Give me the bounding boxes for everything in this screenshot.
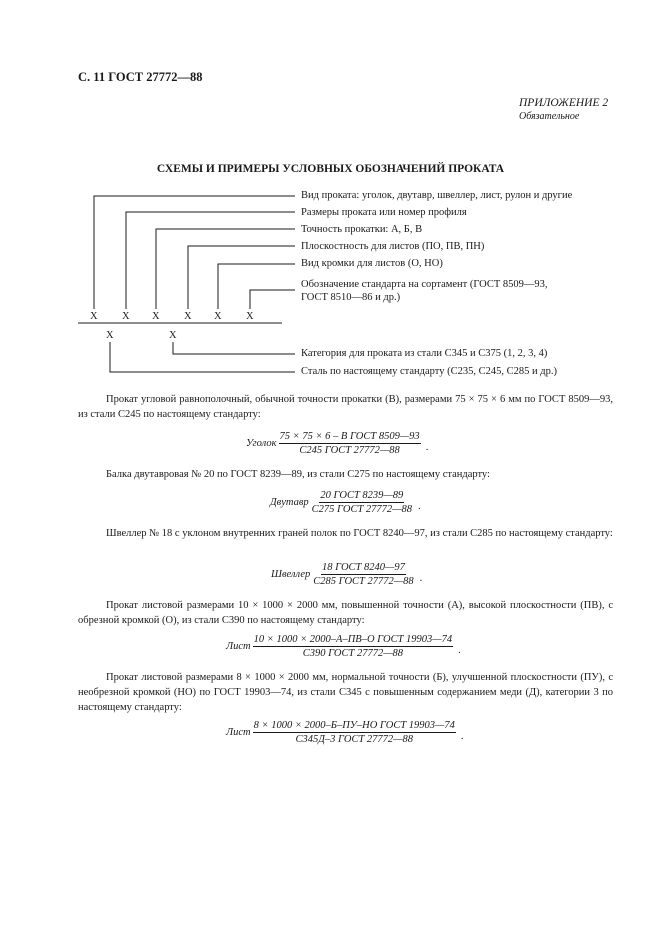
formula-numerator: 10 × 1000 × 2000–А–ПВ–О ГОСТ 19903—74	[253, 634, 453, 645]
x-mark: X	[90, 311, 98, 322]
diagram-label: Вид проката: уголок, двутавр, швеллер, лист, рулон и другие	[301, 190, 573, 201]
formula-period: .	[458, 645, 461, 656]
diagram-label: Точность прокатки: А, Б, В	[301, 224, 423, 235]
x-mark: X	[246, 311, 254, 322]
section-title: СХЕМЫ И ПРИМЕРЫ УСЛОВНЫХ ОБОЗНАЧЕНИЙ ПРОКАТА	[156, 163, 505, 175]
leader-line-6	[250, 290, 295, 309]
formula-numerator: 20 ГОСТ 8239—89	[320, 490, 404, 501]
formula-fraction	[253, 634, 454, 659]
leader-line-2	[126, 212, 295, 309]
designation-formula	[226, 720, 464, 745]
leader-line-5	[218, 264, 295, 309]
diagram-label: Плоскостность для листов (ПО, ПВ, ПН)	[301, 241, 485, 252]
formula-denominator: С275 ГОСТ 27772—88	[311, 504, 413, 515]
formula-numerator: 18 ГОСТ 8240—97	[322, 562, 405, 573]
appendix-label: ПРИЛОЖЕНИЕ 2	[519, 97, 609, 109]
diagram-label: Категория для проката из стали С345 и С375 (1, 2, 3, 4)	[301, 348, 548, 359]
example-text: Балка двутавровая № 20 по ГОСТ 8239—89, из стали С275 по настоящему стандарту:	[106, 469, 490, 480]
example-text: Прокат листовой размерами 10 × 1000 × 2000 мм, повышенной точности (А), высокой плоскостности (ПВ), с обрезной кромкой (О), из стали С390 по настоящему стандарту:	[78, 600, 613, 626]
formula-period: .	[460, 731, 464, 742]
formula-numerator: 8 × 1000 × 2000–Б–ПУ–НО ГОСТ 19903—74	[253, 720, 455, 731]
x-mark: X	[169, 330, 177, 341]
diagram-label: Обозначение стандарта на сортамент (ГОСТ 8509—93,	[301, 279, 548, 290]
formula-fraction	[311, 490, 413, 515]
formula-name: Лист	[226, 641, 251, 652]
x-mark: X	[214, 311, 222, 322]
formula-fraction	[312, 562, 414, 587]
formula-period: .	[419, 573, 423, 584]
formula-denominator: С285 ГОСТ 27772—88	[313, 576, 414, 587]
example-text: Прокат листовой размерами 8 × 1000 × 2000 мм, нормальной точности (Б), улучшенной плоскостности (ПУ), с необрезной кромкой (НО) по ГОСТ 19903—74, из стали С345 с повышенным содержанием меди (Д), категории 3 по настоящему стандарту:	[78, 672, 613, 713]
formula-name: Уголок	[246, 438, 277, 449]
formula-period: .	[425, 442, 429, 453]
example-text: Швеллер № 18 с уклоном внутренних граней полок по ГОСТ 8240—97, из стали С285 по настоящему стандарту:	[106, 528, 613, 539]
leader-line-8	[110, 342, 295, 372]
designation-formula	[270, 490, 421, 515]
page-header: С. 11 ГОСТ 27772—88	[78, 70, 203, 84]
formula-name: Двутавр	[270, 497, 309, 508]
x-mark: X	[184, 311, 192, 322]
x-mark: X	[152, 311, 160, 322]
x-mark: X	[122, 311, 130, 322]
diagram-label: Сталь по настоящему стандарту (С235, С245, С285 и др.)	[301, 366, 557, 377]
formula-fraction	[253, 720, 456, 745]
x-mark: X	[106, 330, 114, 341]
formula-denominator: С390 ГОСТ 27772—88	[302, 648, 404, 659]
leader-line-7	[173, 342, 295, 354]
designation-formula	[246, 431, 428, 456]
diagram-label: Размеры проката или номер профиля	[301, 207, 467, 218]
leader-line-4	[188, 246, 295, 309]
formula-denominator: С245 ГОСТ 27772—88	[299, 445, 400, 456]
formula-denominator: С345Д–3 ГОСТ 27772—88	[295, 734, 414, 745]
diagram-label: Вид кромки для листов (О, НО)	[301, 258, 443, 269]
leader-line-3	[156, 229, 295, 309]
formula-fraction	[279, 431, 421, 456]
formula-period: .	[418, 501, 421, 512]
leader-line-1	[94, 196, 295, 309]
diagram-label: ГОСТ 8510—86 и др.)	[301, 292, 401, 303]
formula-name: Лист	[226, 727, 251, 738]
formula-name: Швеллер	[271, 569, 311, 580]
designation-formula	[271, 562, 422, 587]
example-text: Прокат угловой равнополочный, обычной точности прокатки (В), размерами 75 × 75 × 6 мм по ГОСТ 8509—93, из стали С245 по настоящему стандарту:	[78, 394, 613, 420]
designation-formula	[226, 634, 461, 659]
formula-numerator: 75 × 75 × 6 – В ГОСТ 8509—93	[279, 431, 420, 442]
appendix-note: Обязательное	[519, 111, 580, 122]
